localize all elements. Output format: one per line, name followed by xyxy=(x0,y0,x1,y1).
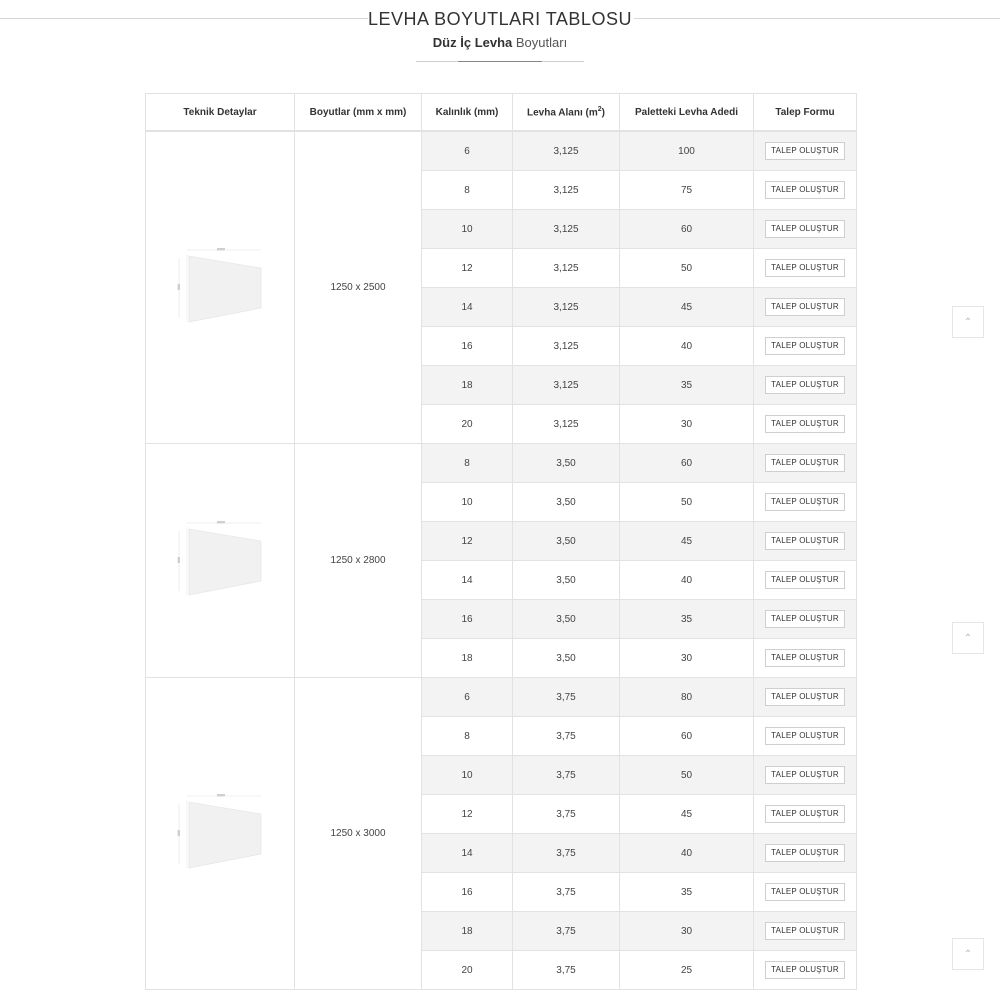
area-cell: 3,75 xyxy=(513,873,620,912)
pallet-count-cell: 25 xyxy=(620,951,754,990)
create-request-button[interactable]: TALEP OLUŞTUR xyxy=(765,688,845,706)
pallet-count-cell: 40 xyxy=(620,561,754,600)
pallet-count-cell: 50 xyxy=(620,483,754,522)
create-request-button[interactable]: TALEP OLUŞTUR xyxy=(765,142,845,160)
area-cell: 3,125 xyxy=(513,288,620,327)
thickness-cell: 14 xyxy=(422,561,513,600)
thickness-cell: 14 xyxy=(422,834,513,873)
create-request-button[interactable]: TALEP OLUŞTUR xyxy=(765,961,845,979)
area-cell: 3,50 xyxy=(513,483,620,522)
create-request-button[interactable]: TALEP OLUŞTUR xyxy=(765,649,845,667)
pallet-count-cell: 30 xyxy=(620,405,754,444)
area-cell: 3,125 xyxy=(513,210,620,249)
create-request-button[interactable]: TALEP OLUŞTUR xyxy=(765,181,845,199)
area-cell: 3,75 xyxy=(513,756,620,795)
request-form-cell xyxy=(754,873,857,912)
create-request-button[interactable]: TALEP OLUŞTUR xyxy=(765,415,845,433)
thickness-cell: 18 xyxy=(422,912,513,951)
pallet-count-cell: 60 xyxy=(620,444,754,483)
area-cell: 3,125 xyxy=(513,249,620,288)
thickness-cell: 16 xyxy=(422,873,513,912)
col-header-request-form: Talep Formu xyxy=(754,94,857,132)
create-request-button[interactable]: TALEP OLUŞTUR xyxy=(765,844,845,862)
area-cell: 3,75 xyxy=(513,678,620,717)
table-row xyxy=(146,444,857,483)
pallet-count-cell: 100 xyxy=(620,131,754,171)
request-form-cell xyxy=(754,249,857,288)
area-cell: 3,50 xyxy=(513,600,620,639)
sheet-diagram-icon xyxy=(175,519,265,599)
dimensions-cell: 1250 x 3000 xyxy=(295,678,422,990)
request-form-cell xyxy=(754,756,857,795)
area-cell: 3,125 xyxy=(513,171,620,210)
request-form-cell xyxy=(754,639,857,678)
request-form-cell xyxy=(754,717,857,756)
thickness-cell: 20 xyxy=(422,405,513,444)
pallet-count-cell: 45 xyxy=(620,288,754,327)
area-cell: 3,50 xyxy=(513,639,620,678)
request-form-cell xyxy=(754,912,857,951)
request-form-cell xyxy=(754,561,857,600)
technical-drawing-cell xyxy=(146,678,295,990)
request-form-cell xyxy=(754,405,857,444)
area-cell: 3,75 xyxy=(513,717,620,756)
table-header-row xyxy=(146,94,857,132)
pallet-count-cell: 60 xyxy=(620,717,754,756)
col-header-dimensions: Boyutlar (mm x mm) xyxy=(295,94,422,132)
thickness-cell: 10 xyxy=(422,756,513,795)
col-header-area: Levha Alanı $(m^2)$ xyxy=(513,94,620,132)
page-subtitle xyxy=(0,35,1000,50)
request-form-cell xyxy=(754,951,857,990)
request-form-cell xyxy=(754,795,857,834)
create-request-button[interactable]: TALEP OLUŞTUR xyxy=(765,922,845,940)
area-cell: 3,125 xyxy=(513,405,620,444)
chevron-up-icon: ⌃ xyxy=(963,316,973,328)
create-request-button[interactable]: TALEP OLUŞTUR xyxy=(765,493,845,511)
table-row xyxy=(146,131,857,171)
thickness-cell: 10 xyxy=(422,210,513,249)
sheet-diagram-icon xyxy=(175,792,265,872)
col-header-pallet-count: Paletteki Levha Adedi xyxy=(620,94,754,132)
pallet-count-cell: 30 xyxy=(620,912,754,951)
request-form-cell xyxy=(754,366,857,405)
pallet-count-cell: 35 xyxy=(620,600,754,639)
pallet-count-cell: 75 xyxy=(620,171,754,210)
thickness-cell: 8 xyxy=(422,444,513,483)
pallet-count-cell: 35 xyxy=(620,873,754,912)
request-form-cell xyxy=(754,600,857,639)
pallet-count-cell: 50 xyxy=(620,756,754,795)
thickness-cell: 12 xyxy=(422,249,513,288)
pallet-count-cell: 40 xyxy=(620,327,754,366)
request-form-cell xyxy=(754,483,857,522)
area-cell: 3,50 xyxy=(513,561,620,600)
request-form-cell xyxy=(754,288,857,327)
area-cell: 3,125 xyxy=(513,366,620,405)
area-cell: 3,75 xyxy=(513,951,620,990)
col-header-thickness: Kalınlık (mm) xyxy=(422,94,513,132)
page-title: LEVHA BOYUTLARI TABLOSU xyxy=(368,9,632,29)
thickness-cell: 12 xyxy=(422,795,513,834)
title-underline-accent xyxy=(458,61,542,62)
technical-drawing-cell xyxy=(146,444,295,678)
create-request-button[interactable]: TALEP OLUŞTUR xyxy=(765,727,845,745)
scroll-top-button[interactable] xyxy=(952,938,984,970)
thickness-cell: 6 xyxy=(422,678,513,717)
col-header-technical: Teknik Detaylar xyxy=(146,94,295,132)
create-request-button[interactable]: TALEP OLUŞTUR xyxy=(765,610,845,628)
subtitle-bold: Düz İç Levha xyxy=(432,35,513,50)
area-cell: 3,75 xyxy=(513,834,620,873)
thickness-cell: 16 xyxy=(422,327,513,366)
chevron-up-icon: ⌃ xyxy=(963,948,973,960)
technical-drawing-cell xyxy=(146,131,295,444)
create-request-button[interactable]: TALEP OLUŞTUR xyxy=(765,298,845,316)
thickness-cell: 14 xyxy=(422,288,513,327)
pallet-count-cell: 35 xyxy=(620,366,754,405)
scroll-top-button[interactable] xyxy=(952,306,984,338)
create-request-button[interactable]: TALEP OLUŞTUR xyxy=(765,376,845,394)
request-form-cell xyxy=(754,131,857,171)
page-header xyxy=(0,0,1000,70)
scroll-top-button[interactable] xyxy=(952,622,984,654)
create-request-button[interactable]: TALEP OLUŞTUR xyxy=(765,454,845,472)
area-cell: 3,75 xyxy=(513,795,620,834)
pallet-count-cell: 60 xyxy=(620,210,754,249)
thickness-cell: 18 xyxy=(422,639,513,678)
thickness-cell: 12 xyxy=(422,522,513,561)
sheet-size-table xyxy=(145,93,857,990)
create-request-button[interactable]: TALEP OLUŞTUR xyxy=(765,259,845,277)
request-form-cell xyxy=(754,210,857,249)
request-form-cell xyxy=(754,327,857,366)
create-request-button[interactable]: TALEP OLUŞTUR xyxy=(765,337,845,355)
create-request-button[interactable]: TALEP OLUŞTUR xyxy=(765,571,845,589)
table-row xyxy=(146,678,857,717)
thickness-cell: 8 xyxy=(422,171,513,210)
create-request-button[interactable]: TALEP OLUŞTUR xyxy=(765,883,845,901)
create-request-button[interactable]: TALEP OLUŞTUR xyxy=(765,766,845,784)
thickness-cell: 18 xyxy=(422,366,513,405)
pallet-count-cell: 80 xyxy=(620,678,754,717)
thickness-cell: 10 xyxy=(422,483,513,522)
thickness-cell: 6 xyxy=(422,131,513,171)
table-body xyxy=(146,131,857,990)
create-request-button[interactable]: TALEP OLUŞTUR xyxy=(765,532,845,550)
chevron-up-icon: ⌃ xyxy=(963,632,973,644)
pallet-count-cell: 50 xyxy=(620,249,754,288)
thickness-cell: 20 xyxy=(422,951,513,990)
dimensions-cell: 1250 x 2800 xyxy=(295,444,422,678)
pallet-count-cell: 45 xyxy=(620,522,754,561)
pallet-count-cell: 40 xyxy=(620,834,754,873)
pallet-count-cell: 45 xyxy=(620,795,754,834)
request-form-cell xyxy=(754,834,857,873)
request-form-cell xyxy=(754,522,857,561)
dimensions-cell: 1250 x 2500 xyxy=(295,131,422,444)
create-request-button[interactable]: TALEP OLUŞTUR xyxy=(765,805,845,823)
area-cell: 3,50 xyxy=(513,444,620,483)
request-form-cell xyxy=(754,678,857,717)
thickness-cell: 8 xyxy=(422,717,513,756)
area-cell: 3,75 xyxy=(513,912,620,951)
area-cell: 3,125 xyxy=(513,327,620,366)
create-request-button[interactable]: TALEP OLUŞTUR xyxy=(765,220,845,238)
request-form-cell xyxy=(754,444,857,483)
sheet-diagram-icon xyxy=(175,246,265,326)
thickness-cell: 16 xyxy=(422,600,513,639)
pallet-count-cell: 30 xyxy=(620,639,754,678)
request-form-cell xyxy=(754,171,857,210)
area-cell: 3,50 xyxy=(513,522,620,561)
subtitle-rest: Boyutları xyxy=(515,35,568,50)
area-cell: 3,125 xyxy=(513,131,620,171)
